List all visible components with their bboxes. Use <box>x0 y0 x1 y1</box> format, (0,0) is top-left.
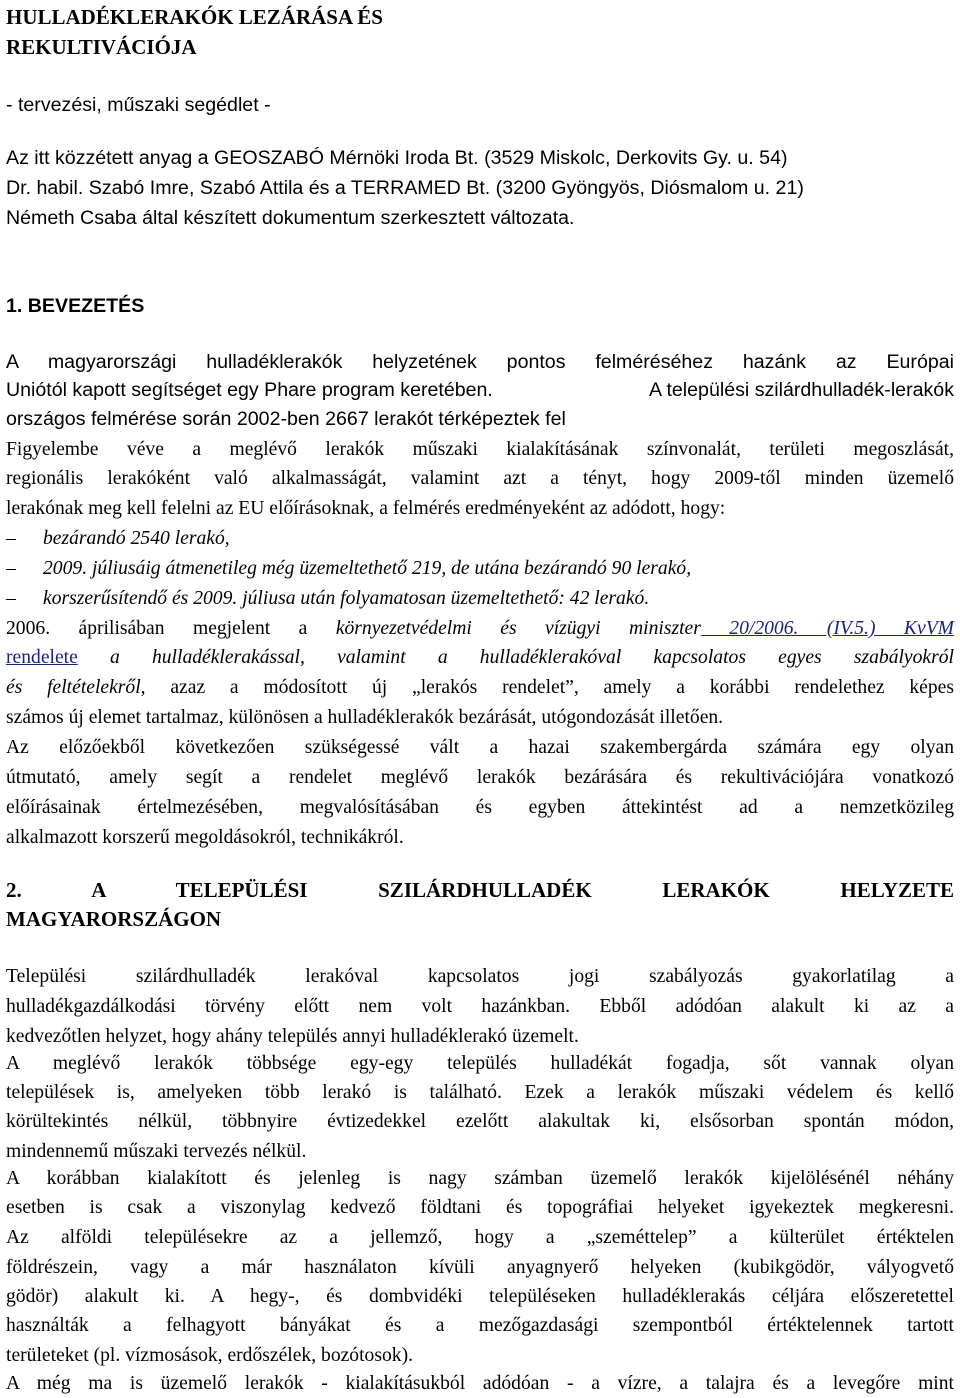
paragraph-line: esetben is csak a viszonylag kedvező földtani és topográfiai helyeket igyekeztek megkeresni. <box>6 1197 954 1218</box>
paragraph-line: regionális lerakóként való alkalmasságát, valamint azt a tényt, hogy 2009-től minden üzemelő <box>6 468 954 489</box>
paragraph-line: előírásainak értelmezésében, megvalósításában és egyben áttekintést ad a nemzetközileg <box>6 797 954 818</box>
paragraph-line: számos új elemet tartalmaz, különösen a hulladéklerakók bezárását, utógondozását illetően. <box>6 707 724 728</box>
intro-line: Németh Csaba által készített dokumentum szerkesztett változata. <box>6 207 575 229</box>
bullet-text: bezárandó 2540 lerakó, <box>43 528 230 549</box>
paragraph-line <box>6 678 954 698</box>
document-title-line2: REKULTIVÁCIÓJA <box>6 35 197 59</box>
paragraph-line: A meglévő lerakók többsége egy-egy település hulladékát fogadja, sőt vannak olyan <box>6 1053 954 1074</box>
bullet-text: korszerűsítendő és 2009. júliusa után folyamatosan üzemeltethető: 42 lerakó. <box>43 588 650 609</box>
paragraph-text: 2006. áprilisában megjelent a <box>6 618 308 639</box>
document-title-line1: HULLADÉKLERAKÓK LEZÁRÁSA ÉS <box>6 5 383 29</box>
paragraph-line: Figyelembe véve a meglévő lerakók műszaki kialakításának színvonalát, területi megoszlását, <box>6 439 954 460</box>
paragraph-line: útmutató, amely segít a rendelet meglévő lerakók bezárására és rekultivációjára vonatkozó <box>6 767 954 788</box>
bullet-item: – korszerűsítendő és 2009. júliusa után folyamatosan üzemeltethető: 42 lerakó. <box>6 588 650 609</box>
bullet-text: 2009. júliusáig átmenetileg még üzemeltethető 219, de utána bezárandó 90 lerakó, <box>43 558 692 579</box>
paragraph-line: Az előzőekből következően szükségessé vált a hazai szakembergárda számára egy olyan <box>6 737 954 758</box>
paragraph-line <box>6 619 954 639</box>
paragraph-line: alkalmazott korszerű megoldásokról, technikákról. <box>6 827 404 848</box>
paragraph-text: A települési szilárdhulladék-lerakók <box>649 379 954 401</box>
paragraph-line: Az alföldi településekre az a jellemző, hogy a „szeméttelep” a külterület értéktelen <box>6 1227 954 1248</box>
paragraph-line: A még ma is üzemelő lerakók - kialakításukból adódóan - a vízre, a talajra és a levegőre mint <box>6 1373 954 1394</box>
paragraph-line: Települési szilárdhulladék lerakóval kapcsolatos jogi szabályozás gyakorlatilag a <box>6 966 954 987</box>
document-subtitle: - tervezési, műszaki segédlet - <box>6 94 271 116</box>
paragraph-line: lerakónak meg kell felelni az EU előírásoknak, a felmérés eredményeként az adódott, hogy: <box>6 498 726 519</box>
regulation-link[interactable]: rendelete <box>6 647 78 668</box>
paragraph-line: A magyarországi hulladéklerakók helyzetének pontos felméréséhez hazánk az Európai <box>6 351 954 373</box>
intro-line: Dr. habil. Szabó Imre, Szabó Attila és a TERRAMED Bt. (3200 Gyöngyös, Diósmalom u. 21) <box>6 177 804 199</box>
paragraph-line: területeket (pl. vízmosások, erdőszélek, bozótosok). <box>6 1345 413 1366</box>
bullet-item: – bezárandó 2540 lerakó, <box>6 528 230 549</box>
paragraph-line: hulladékgazdálkodási törvény előtt nem volt hazánkban. Ebből adódóan alakult ki az a <box>6 996 954 1017</box>
paragraph-text: a hulladéklerakással, valamint a hulladéklerakóval kapcsolatos egyes szabályokról <box>109 647 954 668</box>
paragraph-line: mindennemű műszaki tervezés nélkül. <box>6 1141 307 1162</box>
regulation-link[interactable]: 20/2006. (IV.5.) KvVM <box>700 618 954 639</box>
paragraph-text: Uniótól kapott segítséget egy Phare program keretében. <box>6 379 493 401</box>
paragraph-text: azaz a módosított új „lerakós rendelet”, amely a korábbi rendelethez képes <box>170 677 955 698</box>
paragraph-line: gödör) alakult ki. A hegy-, és dombvidéki településeken hulladéklerakás céljára előszeretettel <box>6 1286 954 1307</box>
paragraph-line: települések is, amelyeken több lerakó is található. Ezek a lerakók műszaki védelem és kellő <box>6 1082 954 1103</box>
paragraph-line <box>6 381 954 401</box>
paragraph-line: A korábban kialakított és jelenleg is nagy számban üzemelő lerakók kijelölésénél néhány <box>6 1168 954 1189</box>
bullet-item: – 2009. júliusáig átmenetileg még üzemeltethető 219, de utána bezárandó 90 lerakó, <box>6 558 692 579</box>
section2-heading-line2: MAGYARORSZÁGON <box>6 907 222 931</box>
paragraph-line <box>6 648 954 668</box>
paragraph-line: országos felmérése során 2002-ben 2667 lerakót térképeztek fel <box>6 408 566 430</box>
paragraph-text: és feltételekről, <box>6 677 146 698</box>
intro-line: Az itt közzétett anyag a GEOSZABÓ Mérnöki Iroda Bt. (3529 Miskolc, Derkovits Gy. u. 54) <box>6 147 788 169</box>
section1-heading: 1. BEVEZETÉS <box>6 295 145 317</box>
paragraph-line: körültekintés nélkül, többnyire évtizedekkel ezelőtt alakultak ki, elsősorban spontán módon, <box>6 1111 954 1132</box>
section2-heading-line1: 2. A TELEPÜLÉSI SZILÁRDHULLADÉK LERAKÓK HELYZETE <box>6 878 954 902</box>
paragraph-line: kedvezőtlen helyzet, hogy ahány település annyi hulladéklerakó üzemelt. <box>6 1026 579 1047</box>
paragraph-line: használták a felhagyott bányákat és a mezőgazdasági szempontból értéktelennek tartott <box>6 1315 954 1336</box>
paragraph-line: földrészein, vagy a már használaton kívüli anyagnyerő helyeken (kubikgödör, vályogvető <box>6 1257 954 1278</box>
paragraph-text: környezetvédelmi és vízügyi miniszter <box>335 618 701 639</box>
